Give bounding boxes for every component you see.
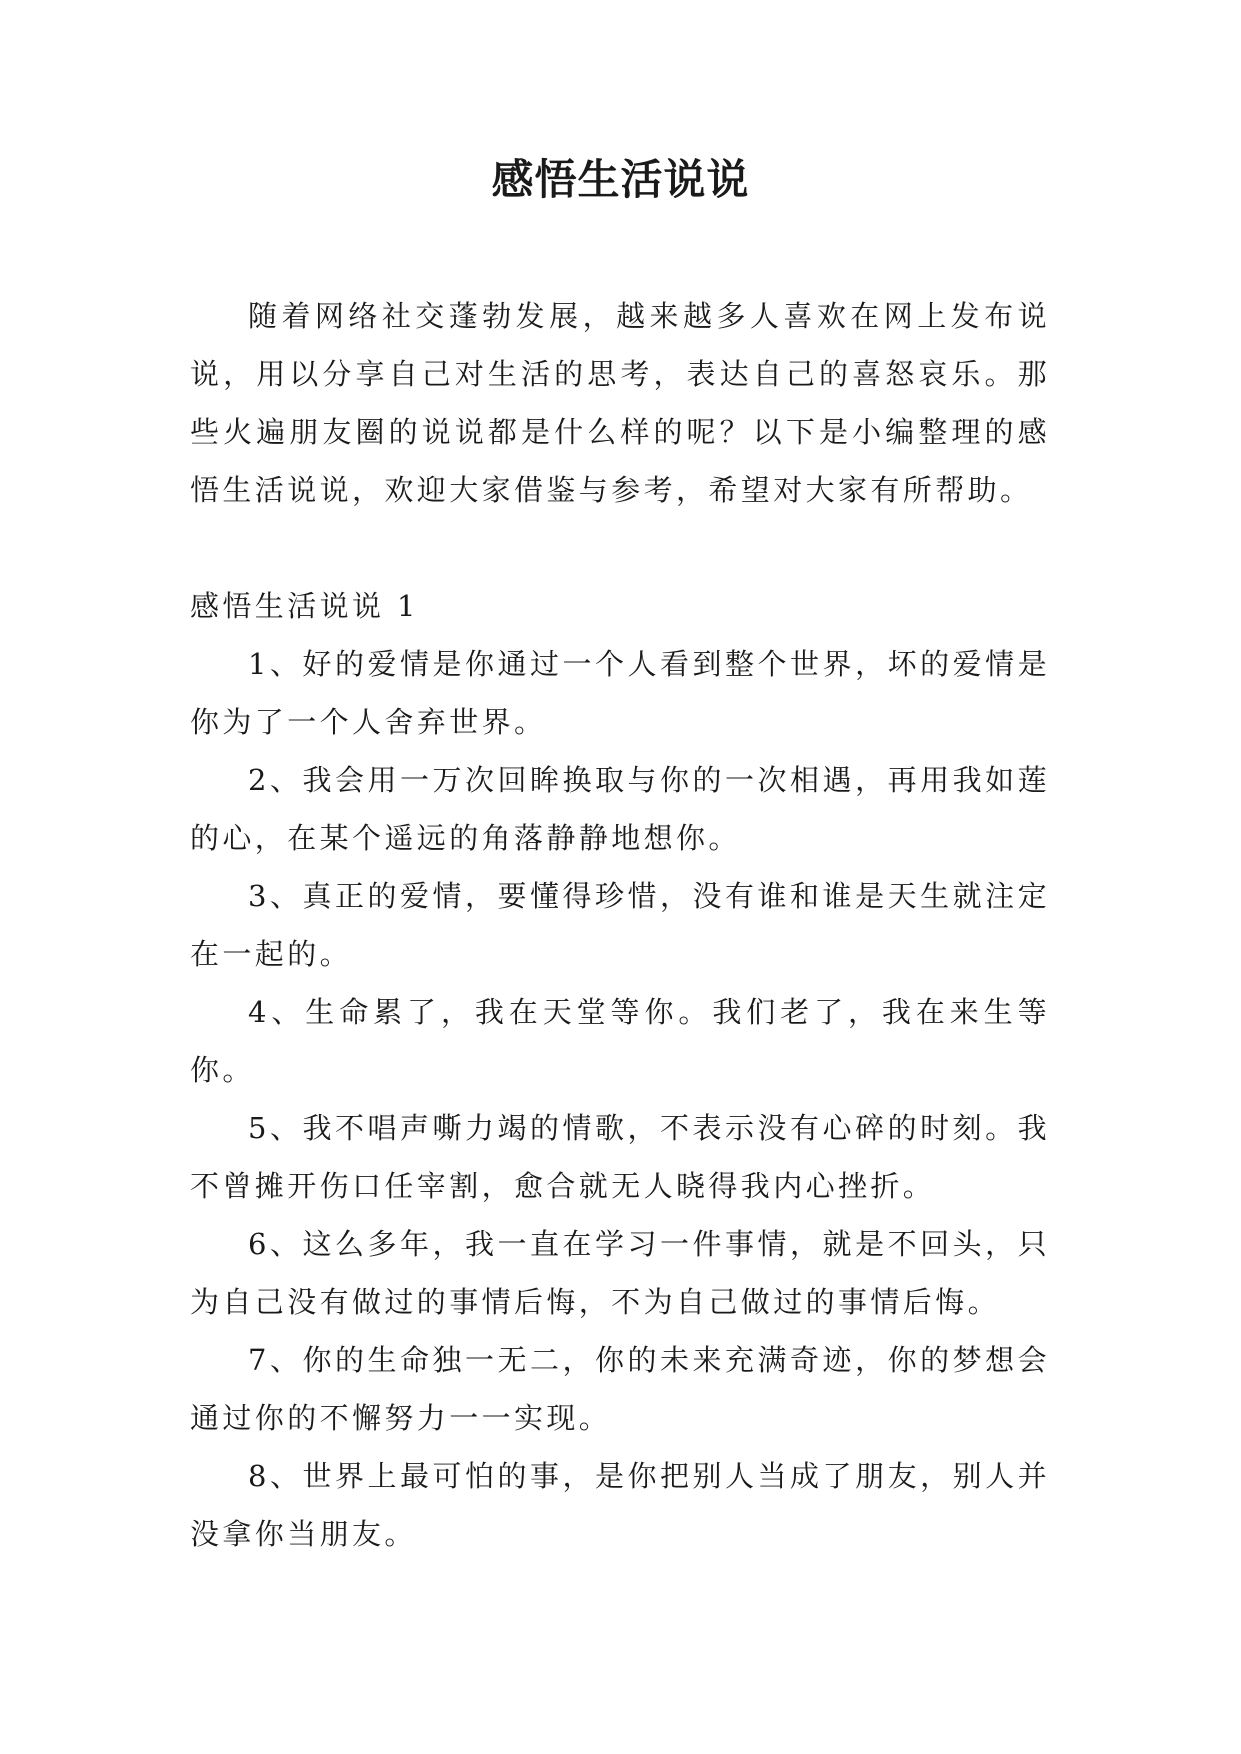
document-title: 感悟生活说说 bbox=[491, 155, 750, 204]
intro-paragraph: 随着网络社交蓬勃发展，越来越多人喜欢在网上发布说说，用以分享自己对生活的思考，表达自己的喜怒哀乐。那些火遍朋友圈的说说都是什么样的呢？以下是小编整理的感悟生活说说，欢迎大家借鉴与参考，希望对大家有所帮助。 bbox=[190, 299, 1050, 507]
document-body bbox=[190, 287, 1050, 1563]
list-item: 3、真正的爱情，要懂得珍惜，没有谁和谁是天生就注定在一起的。 bbox=[190, 879, 1050, 971]
list-item: 6、这么多年，我一直在学习一件事情，就是不回头，只为自己没有做过的事情后悔，不为自己做过的事情后悔。 bbox=[190, 1227, 1050, 1319]
list-item: 4、生命累了，我在天堂等你。我们老了，我在来生等你。 bbox=[190, 995, 1050, 1087]
list-item: 5、我不唱声嘶力竭的情歌，不表示没有心碎的时刻。我不曾摊开伤口任宰割，愈合就无人晓得我内心挫折。 bbox=[190, 1111, 1050, 1203]
list-item: 1、好的爱情是你通过一个人看到整个世界，坏的爱情是你为了一个人舍弃世界。 bbox=[190, 647, 1050, 739]
section-heading: 感悟生活说说 1 bbox=[190, 589, 419, 623]
list-item: 2、我会用一万次回眸换取与你的一次相遇，再用我如莲的心，在某个遥远的角落静静地想你。 bbox=[190, 763, 1050, 855]
list-item: 7、你的生命独一无二，你的未来充满奇迹，你的梦想会通过你的不懈努力一一实现。 bbox=[190, 1343, 1050, 1435]
list-item: 8、世界上最可怕的事，是你把别人当成了朋友，别人并没拿你当朋友。 bbox=[190, 1459, 1050, 1551]
